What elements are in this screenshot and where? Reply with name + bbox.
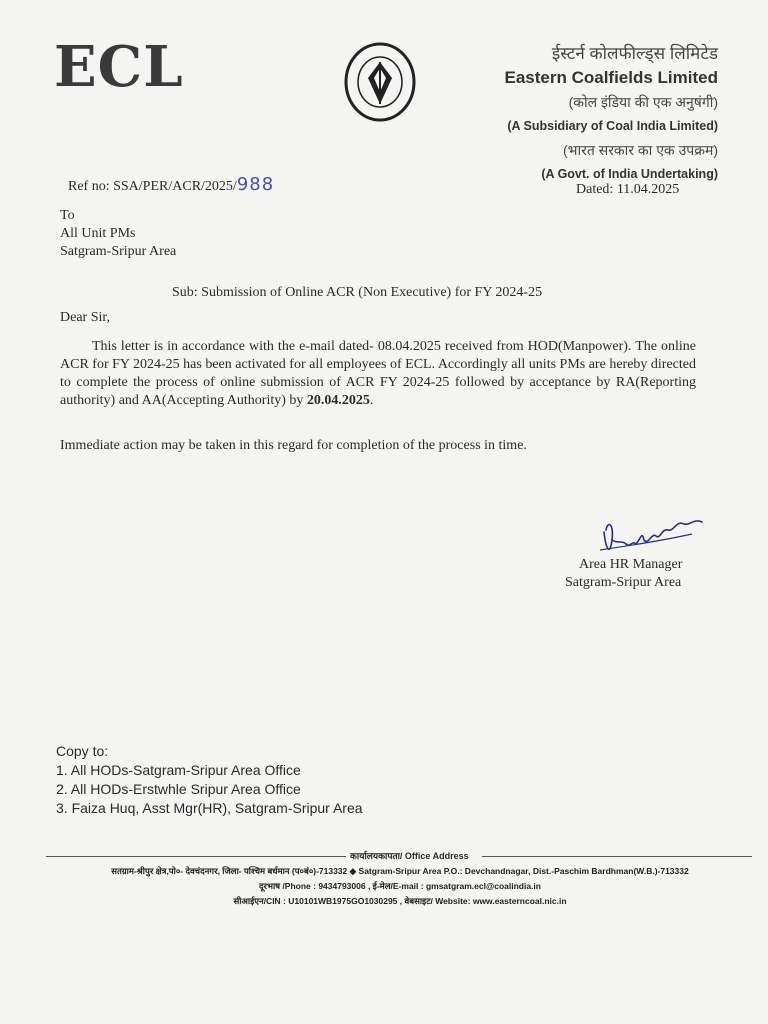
footer-contact-line: दूरभाष /Phone : 9434793006 , ई-मेल/E-mail : gmsatgram.ecl@coalindia.in <box>258 881 541 891</box>
reference-number <box>68 174 274 195</box>
footer-cin-line: सीआईएन/CIN : U10101WB1975GO1030295 , वेबसाइट/ Website: www.easterncoal.nic.in <box>233 896 567 906</box>
signatory-designation: Area HR Manager <box>579 557 683 572</box>
subsidiary-note: (A Subsidiary of Coal India Limited) <box>507 119 718 133</box>
body-paragraph-2: Immediate action may be taken in this regard for completion of the process in time. <box>60 438 527 453</box>
footer-divider-right <box>482 856 752 857</box>
signatory-block <box>565 556 682 592</box>
to-label: To <box>60 208 75 223</box>
copy-to-block <box>56 742 363 818</box>
copy-to-item: 2. All HODs-Erstwhle Sripur Area Office <box>56 781 301 797</box>
ecl-logo: ECL <box>54 34 184 100</box>
recipient: All Unit PMs <box>60 226 136 241</box>
coal-india-emblem-icon <box>340 40 420 125</box>
copy-to-item: 1. All HODs-Satgram-Sripur Area Office <box>56 762 301 778</box>
undertaking-hindi: (भारत सरकार का एक उपक्रम) <box>563 142 718 158</box>
signatory-area: Satgram-Sripur Area <box>565 575 682 590</box>
ref-prefix: Ref no: SSA/PER/ACR/2025/ <box>68 179 237 194</box>
company-name-hindi: ईस्टर्न कोलफील्ड्स लिमिटेड <box>551 44 718 63</box>
company-name: Eastern Coalfields Limited <box>504 68 718 87</box>
recipient-address <box>60 207 176 261</box>
recipient-area: Satgram-Sripur Area <box>60 244 177 259</box>
ref-handwritten-number: 988 <box>236 174 275 195</box>
footer-address <box>60 864 740 909</box>
office-address-label: कार्यालयकापता/ Office Address <box>350 851 469 861</box>
letter-date: Dated: 11.04.2025 <box>576 182 680 197</box>
copy-to-heading: Copy to: <box>56 743 109 759</box>
footer-divider-left <box>46 856 346 857</box>
copy-to-item: 3. Faiza Huq, Asst Mgr(HR), Satgram-Sripur Area <box>56 800 363 816</box>
salutation: Dear Sir, <box>60 310 110 325</box>
deadline-date: 20.04.2025 <box>306 393 370 408</box>
company-header <box>418 42 718 186</box>
body-paragraph-1: This letter is in accordance with the e-mail dated- 08.04.2025 received from HOD(Manpower). The online ACR for FY 2024-25 has been activated for all employees of ECL. Accordingly all units PMs are hereby directed to complete the process of online submission of ACR FY 2024-25 followed by acceptance by RA(Reporting authority) and AA(Accepting Authority) by 20.04.2025. <box>60 339 696 408</box>
subsidiary-hindi: (कोल इंडिया की एक अनुषंगी) <box>568 94 718 110</box>
footer-address-line: सतग्राम-श्रीपुर क्षेत्र,पो०- देवचंदनगर, जिला- पश्चिम बर्धमान (प०बं०)-713332 ◆ Satgram-Sripur Area P.O.: Devchandnagar, Dist.-Paschim Bardhman(W.B.)-713332 <box>111 866 689 876</box>
handwritten-signature <box>596 510 716 560</box>
subject-line: Sub: Submission of Online ACR (Non Executive) for FY 2024-25 <box>172 285 543 300</box>
undertaking-note: (A Govt. of India Undertaking) <box>541 167 718 181</box>
